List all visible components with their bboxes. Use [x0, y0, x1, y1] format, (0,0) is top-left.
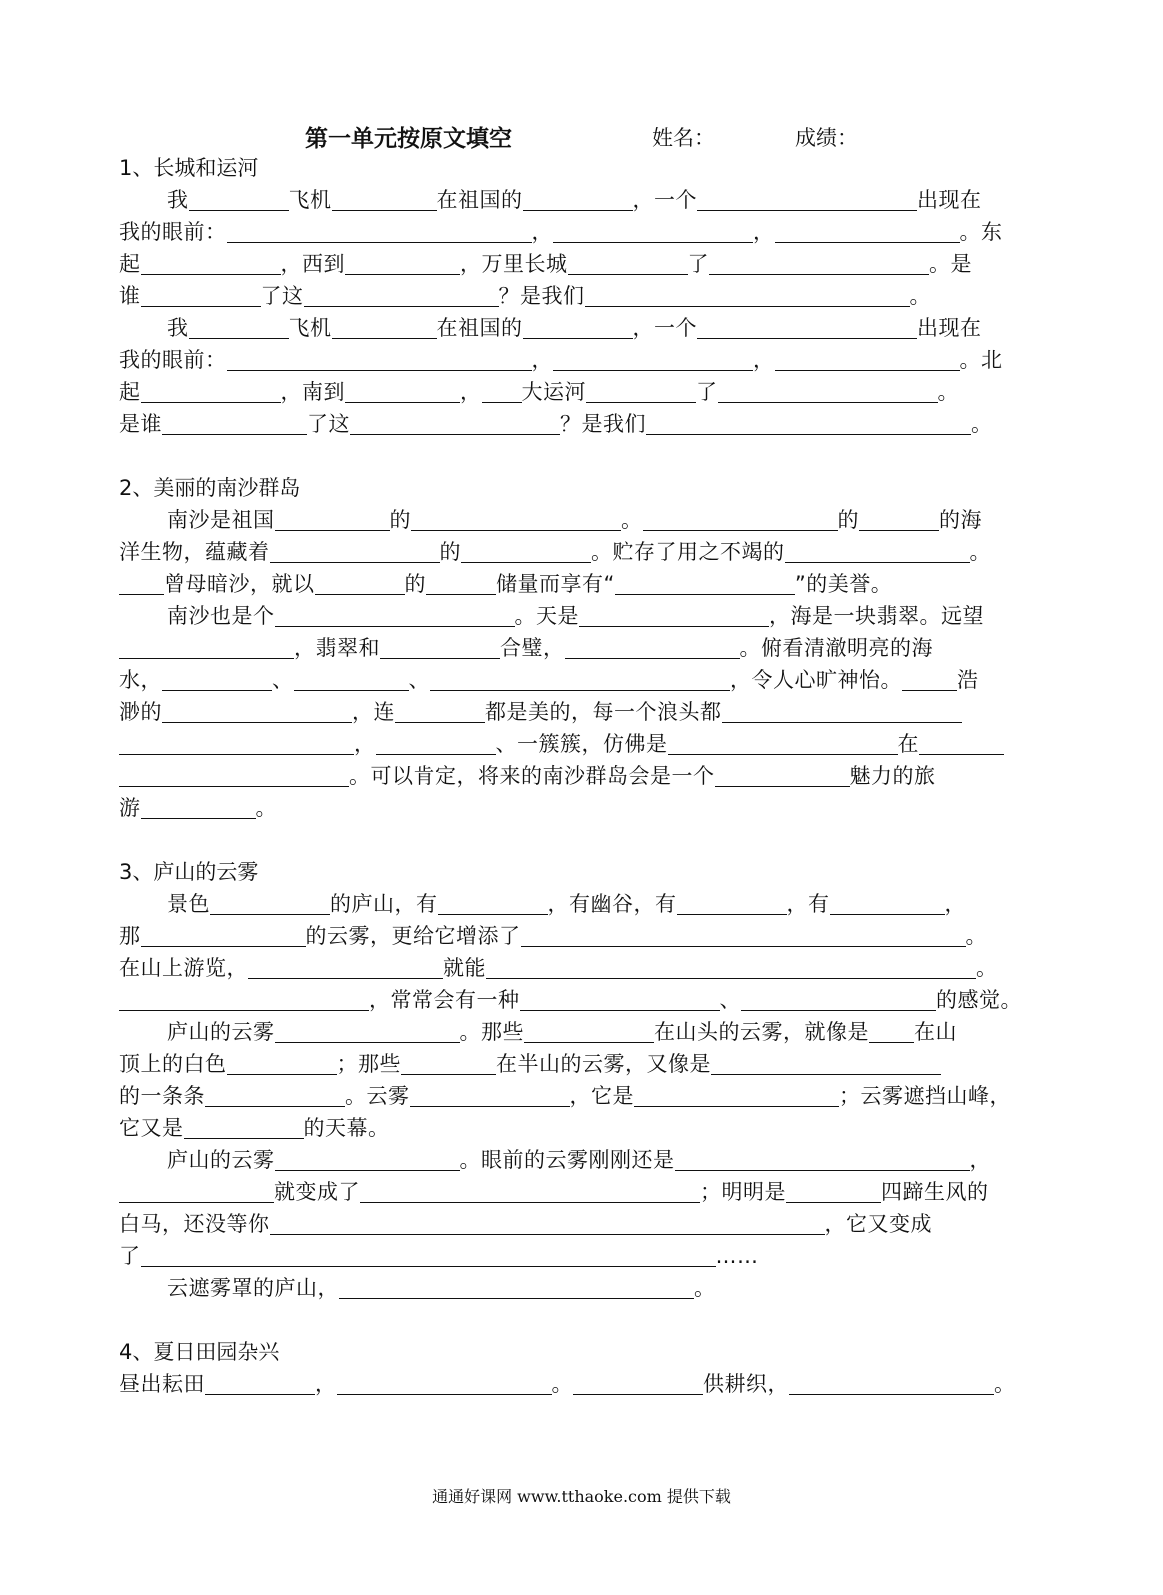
line-text: ，连	[352, 700, 395, 724]
fill-in-blank[interactable]	[521, 924, 966, 947]
line-text: 昼出耘田	[119, 1372, 205, 1396]
fill-in-blank[interactable]	[270, 540, 440, 563]
fill-in-blank[interactable]	[523, 188, 633, 211]
line-text: ，	[315, 1372, 337, 1396]
line-text: ……	[715, 1244, 759, 1268]
line-text: 我	[167, 188, 189, 212]
fill-in-blank[interactable]	[677, 892, 787, 915]
fill-in-blank[interactable]	[775, 348, 960, 371]
line-text: 在	[897, 732, 919, 756]
line-text: 。贮存了用之不竭的	[591, 540, 785, 564]
line-text: 的一条条	[119, 1084, 205, 1108]
fill-in-blank[interactable]	[141, 1244, 716, 1267]
fill-in-blank[interactable]	[722, 700, 962, 723]
fill-in-blank[interactable]	[709, 252, 929, 275]
line-text: ”的美誉。	[794, 572, 893, 596]
line-text: 。	[909, 284, 931, 308]
line-text: 水，	[119, 668, 162, 692]
fill-in-blank[interactable]	[141, 284, 261, 307]
line-text: 出现在	[917, 188, 982, 212]
line-text: 我的眼前：	[119, 220, 227, 244]
fill-in-blank[interactable]	[565, 636, 740, 659]
fill-in-blank[interactable]	[869, 1020, 914, 1043]
fill-in-blank[interactable]	[411, 508, 621, 531]
line-text: 在半山的云雾，又像是	[496, 1052, 711, 1076]
line-text: 的海	[939, 508, 982, 532]
fill-in-blank[interactable]	[275, 604, 515, 627]
fill-in-blank[interactable]	[523, 316, 633, 339]
fill-in-blank[interactable]	[275, 1020, 460, 1043]
fill-in-blank[interactable]	[380, 636, 500, 659]
fill-in-blank[interactable]	[410, 1084, 570, 1107]
line-text: 。	[965, 924, 987, 948]
line-text: ，南到	[280, 380, 345, 404]
text-line	[119, 1176, 1047, 1208]
fill-in-blank[interactable]	[141, 380, 281, 403]
line-text: 起	[119, 252, 141, 276]
fill-in-blank[interactable]	[775, 220, 960, 243]
fill-in-blank[interactable]	[461, 540, 591, 563]
fill-in-blank[interactable]	[162, 668, 272, 691]
fill-in-blank[interactable]	[830, 892, 945, 915]
line-text: 是谁	[119, 412, 162, 436]
text-line	[119, 792, 1047, 824]
fill-in-blank[interactable]	[568, 252, 688, 275]
text-line	[119, 600, 1047, 632]
fill-in-blank[interactable]	[486, 956, 976, 979]
line-text: 。是	[929, 252, 972, 276]
line-text: 。	[937, 380, 959, 404]
fill-in-blank[interactable]	[586, 380, 696, 403]
line-text: 、一簇簇，仿佛是	[495, 732, 668, 756]
fill-in-blank[interactable]	[141, 924, 306, 947]
text-line	[119, 312, 1047, 344]
fill-in-blank[interactable]	[337, 1372, 552, 1395]
line-text: 。	[976, 956, 998, 980]
text-line	[119, 504, 1047, 536]
line-text: 浩	[957, 668, 979, 692]
fill-in-blank[interactable]	[697, 316, 917, 339]
line-text: ，	[531, 220, 553, 244]
line-text: 储量而享有“	[496, 572, 615, 596]
fill-in-blank[interactable]	[430, 668, 730, 691]
line-text: 那	[119, 924, 141, 948]
line-text: 大运河	[521, 380, 586, 404]
line-text: 。东	[959, 220, 1003, 244]
fill-in-blank[interactable]	[275, 508, 390, 531]
line-text: 在祖国的	[436, 188, 523, 212]
fill-in-blank[interactable]	[189, 188, 289, 211]
fill-in-blank[interactable]	[579, 604, 769, 627]
line-text: 。可以肯定，将来的南沙群岛会是一个	[349, 764, 715, 788]
line-text: 南沙是祖国	[167, 508, 275, 532]
line-text: 的感觉。	[936, 988, 1022, 1012]
line-text: 。	[551, 1372, 573, 1396]
line-text: 的庐山，有	[330, 892, 438, 916]
line-text: ，它又变成	[824, 1212, 932, 1236]
fill-in-blank[interactable]	[697, 188, 917, 211]
fill-in-blank[interactable]	[482, 380, 522, 403]
fill-in-blank[interactable]	[553, 220, 753, 243]
section-title: 4、夏日田园杂兴	[119, 1340, 280, 1364]
fill-in-blank[interactable]	[315, 572, 405, 595]
line-text: 、	[719, 988, 741, 1012]
fill-in-blank[interactable]	[520, 988, 720, 1011]
line-text: 洋生物，蕴藏着	[119, 540, 270, 564]
section-spacer	[119, 824, 1047, 856]
fill-in-blank[interactable]	[332, 316, 437, 339]
text-line	[119, 1048, 1047, 1080]
line-text: 曾母暗沙，就以	[164, 572, 315, 596]
fill-in-blank[interactable]	[643, 508, 838, 531]
line-text: 的	[837, 508, 859, 532]
line-text: 、	[272, 668, 294, 692]
text-line	[119, 664, 1047, 696]
fill-in-blank[interactable]	[524, 1020, 654, 1043]
fill-in-blank[interactable]	[345, 380, 460, 403]
text-line	[119, 696, 1047, 728]
fill-in-blank[interactable]	[718, 380, 938, 403]
line-text: 的云雾，更给它增添了	[305, 924, 521, 948]
fill-in-blank[interactable]	[248, 956, 443, 979]
fill-in-blank[interactable]	[573, 1372, 703, 1395]
fill-in-blank[interactable]	[438, 892, 548, 915]
fill-in-blank[interactable]	[634, 1084, 839, 1107]
fill-in-blank[interactable]	[332, 188, 437, 211]
line-text: ，	[460, 380, 482, 404]
line-text: 飞机	[288, 188, 332, 212]
fill-in-blank[interactable]	[119, 988, 369, 1011]
line-text: ，	[354, 732, 376, 756]
text-line	[119, 536, 1047, 568]
line-text: ？是我们	[498, 284, 585, 308]
fill-in-blank[interactable]	[205, 1084, 345, 1107]
line-text: 的	[404, 572, 426, 596]
text-line	[119, 728, 1047, 760]
fill-in-blank[interactable]	[345, 252, 460, 275]
line-text: 景色	[167, 892, 210, 916]
fill-in-blank[interactable]	[711, 1052, 941, 1075]
line-text: ，一个	[632, 188, 697, 212]
line-text: ；云雾遮挡山峰，	[839, 1084, 1011, 1108]
fill-in-blank[interactable]	[786, 1180, 881, 1203]
worksheet-title: 第一单元按原文填空	[305, 126, 512, 152]
line-text: 南沙也是个	[167, 604, 275, 628]
section-spacer	[119, 440, 1047, 472]
line-text: ，有	[786, 892, 830, 916]
fill-in-blank[interactable]	[304, 284, 499, 307]
line-text: 庐山的云雾	[167, 1148, 275, 1172]
line-text: 在山头的云雾，就像是	[654, 1020, 869, 1044]
line-text: 谁	[119, 284, 141, 308]
line-text: ，	[753, 348, 775, 372]
line-text: 白马，还没等你	[119, 1212, 270, 1236]
footer-note: 通通好课网 www.tthaoke.com 提供下载	[432, 1487, 731, 1506]
fill-in-blank[interactable]	[741, 988, 936, 1011]
fill-in-blank[interactable]	[184, 1116, 304, 1139]
fill-in-blank[interactable]	[227, 220, 532, 243]
text-line	[119, 280, 1047, 312]
line-text: 了这	[307, 412, 350, 436]
line-text: 合璧，	[500, 636, 565, 660]
line-text: ？是我们	[560, 412, 646, 436]
section-spacer	[119, 1304, 1047, 1336]
line-text: 我	[167, 316, 189, 340]
fill-in-blank[interactable]	[205, 1372, 315, 1395]
line-text: 渺的	[119, 700, 162, 724]
line-text: 在祖国的	[436, 316, 523, 340]
text-line	[119, 888, 1047, 920]
line-text: 。眼前的云雾刚刚还是	[459, 1148, 675, 1172]
fill-in-blank[interactable]	[350, 412, 560, 435]
fill-in-blank[interactable]	[275, 1148, 460, 1171]
line-text: ，有幽谷，有	[547, 892, 677, 916]
fill-in-blank[interactable]	[119, 732, 354, 755]
text-line	[119, 1144, 1047, 1176]
line-text: 。那些	[459, 1020, 524, 1044]
text-line	[119, 1080, 1047, 1112]
line-text: 了	[687, 252, 709, 276]
fill-in-blank[interactable]	[189, 316, 289, 339]
line-text: ，西到	[280, 252, 345, 276]
line-text: ，	[969, 1148, 991, 1172]
line-text: ，一个	[632, 316, 697, 340]
line-text: 。	[694, 1276, 716, 1300]
line-text: 它又是	[119, 1116, 184, 1140]
fill-in-blank[interactable]	[360, 1180, 700, 1203]
line-text: 了这	[260, 284, 304, 308]
line-text: ，	[944, 892, 966, 916]
line-text: ；那些	[336, 1052, 401, 1076]
fill-in-blank[interactable]	[668, 732, 898, 755]
line-text: 的天幕。	[303, 1116, 390, 1140]
line-text: 。	[255, 796, 277, 820]
text-line	[119, 568, 1047, 600]
fill-in-blank[interactable]	[789, 1372, 994, 1395]
line-text: 。	[994, 1372, 1016, 1396]
name-label: 姓名：	[652, 126, 715, 150]
line-text: ，海是一块翡翠。远望	[769, 604, 984, 628]
line-text: 供耕织，	[703, 1372, 789, 1396]
fill-in-blank[interactable]	[119, 636, 294, 659]
text-line	[119, 216, 1047, 248]
fill-in-blank[interactable]	[401, 1052, 496, 1075]
section-title: 1、长城和运河	[119, 156, 259, 180]
line-text: ，令人心旷神怡。	[730, 668, 902, 692]
text-line	[119, 1016, 1047, 1048]
line-text: 出现在	[917, 316, 982, 340]
fill-in-blank[interactable]	[141, 796, 256, 819]
fill-in-blank[interactable]	[785, 540, 970, 563]
text-line	[119, 1272, 1047, 1304]
line-text: 四蹄生风的	[881, 1180, 989, 1204]
text-line	[119, 376, 1047, 408]
text-line	[119, 248, 1047, 280]
fill-in-blank[interactable]	[141, 252, 281, 275]
text-line	[119, 344, 1047, 376]
fill-in-blank[interactable]	[553, 348, 753, 371]
fill-in-blank[interactable]	[919, 732, 1004, 755]
fill-in-blank[interactable]	[715, 764, 850, 787]
line-text: 游	[119, 796, 141, 820]
line-text: 的	[389, 508, 411, 532]
section-title: 2、美丽的南沙群岛	[119, 476, 301, 500]
text-line	[119, 952, 1047, 984]
worksheet-header	[0, 120, 1163, 156]
fill-in-blank[interactable]	[395, 700, 485, 723]
fill-in-blank[interactable]	[119, 572, 164, 595]
fill-in-blank[interactable]	[339, 1276, 694, 1299]
fill-in-blank[interactable]	[162, 412, 307, 435]
line-text: ，	[753, 220, 775, 244]
fill-in-blank[interactable]	[227, 348, 532, 371]
line-text: 都是美的，每一个浪头都	[485, 700, 722, 724]
fill-in-blank[interactable]	[902, 668, 957, 691]
text-line	[119, 920, 1047, 952]
line-text: 的	[439, 540, 461, 564]
text-line	[119, 1208, 1047, 1240]
line-text: 云遮雾罩的庐山，	[167, 1276, 339, 1300]
fill-in-blank[interactable]	[426, 572, 496, 595]
text-line	[119, 632, 1047, 664]
line-text: ，	[531, 348, 553, 372]
line-text: 了	[696, 380, 718, 404]
line-text: 顶上的白色	[119, 1052, 227, 1076]
text-line	[119, 408, 1047, 440]
text-line	[119, 1112, 1047, 1144]
line-text: 。天是	[514, 604, 579, 628]
line-text: 魅力的旅	[849, 764, 936, 788]
fill-in-blank[interactable]	[675, 1148, 970, 1171]
line-text: 。北	[959, 348, 1003, 372]
fill-in-blank[interactable]	[162, 700, 352, 723]
line-text: 庐山的云雾	[167, 1020, 275, 1044]
line-text: 起	[119, 380, 141, 404]
line-text: 在山上游览，	[119, 956, 248, 980]
line-text: 。	[971, 412, 993, 436]
text-line	[119, 760, 1047, 792]
fill-in-blank[interactable]	[270, 1212, 825, 1235]
text-line	[119, 1368, 1047, 1400]
line-text: 。俯看清澈明亮的海	[739, 636, 933, 660]
fill-in-blank[interactable]	[585, 284, 910, 307]
line-text: 。	[969, 540, 991, 564]
fill-in-blank[interactable]	[227, 1052, 337, 1075]
line-text: 就能	[443, 956, 486, 980]
line-text: ，它是	[569, 1084, 634, 1108]
worksheet-content	[119, 152, 1047, 1400]
score-label: 成绩：	[795, 126, 858, 150]
section-title: 3、庐山的云雾	[119, 860, 259, 884]
line-text: 了	[119, 1244, 141, 1268]
line-text: ，万里长城	[460, 252, 568, 276]
line-text: 飞机	[288, 316, 332, 340]
fill-in-blank[interactable]	[859, 508, 939, 531]
fill-in-blank[interactable]	[210, 892, 330, 915]
line-text: ，翡翠和	[294, 636, 380, 660]
text-line	[119, 984, 1047, 1016]
line-text: ；明明是	[700, 1180, 786, 1204]
line-text: 我的眼前：	[119, 348, 227, 372]
fill-in-blank[interactable]	[376, 732, 496, 755]
fill-in-blank[interactable]	[294, 668, 409, 691]
text-line	[119, 184, 1047, 216]
fill-in-blank[interactable]	[119, 764, 349, 787]
fill-in-blank[interactable]	[646, 412, 971, 435]
line-text: ，常常会有一种	[369, 988, 520, 1012]
line-text: 。	[621, 508, 643, 532]
line-text: 就变成了	[274, 1180, 360, 1204]
text-line	[119, 1240, 1047, 1272]
fill-in-blank[interactable]	[119, 1180, 274, 1203]
line-text: 。云雾	[345, 1084, 410, 1108]
line-text: 、	[408, 668, 430, 692]
fill-in-blank[interactable]	[615, 572, 795, 595]
line-text: 在山	[914, 1020, 957, 1044]
